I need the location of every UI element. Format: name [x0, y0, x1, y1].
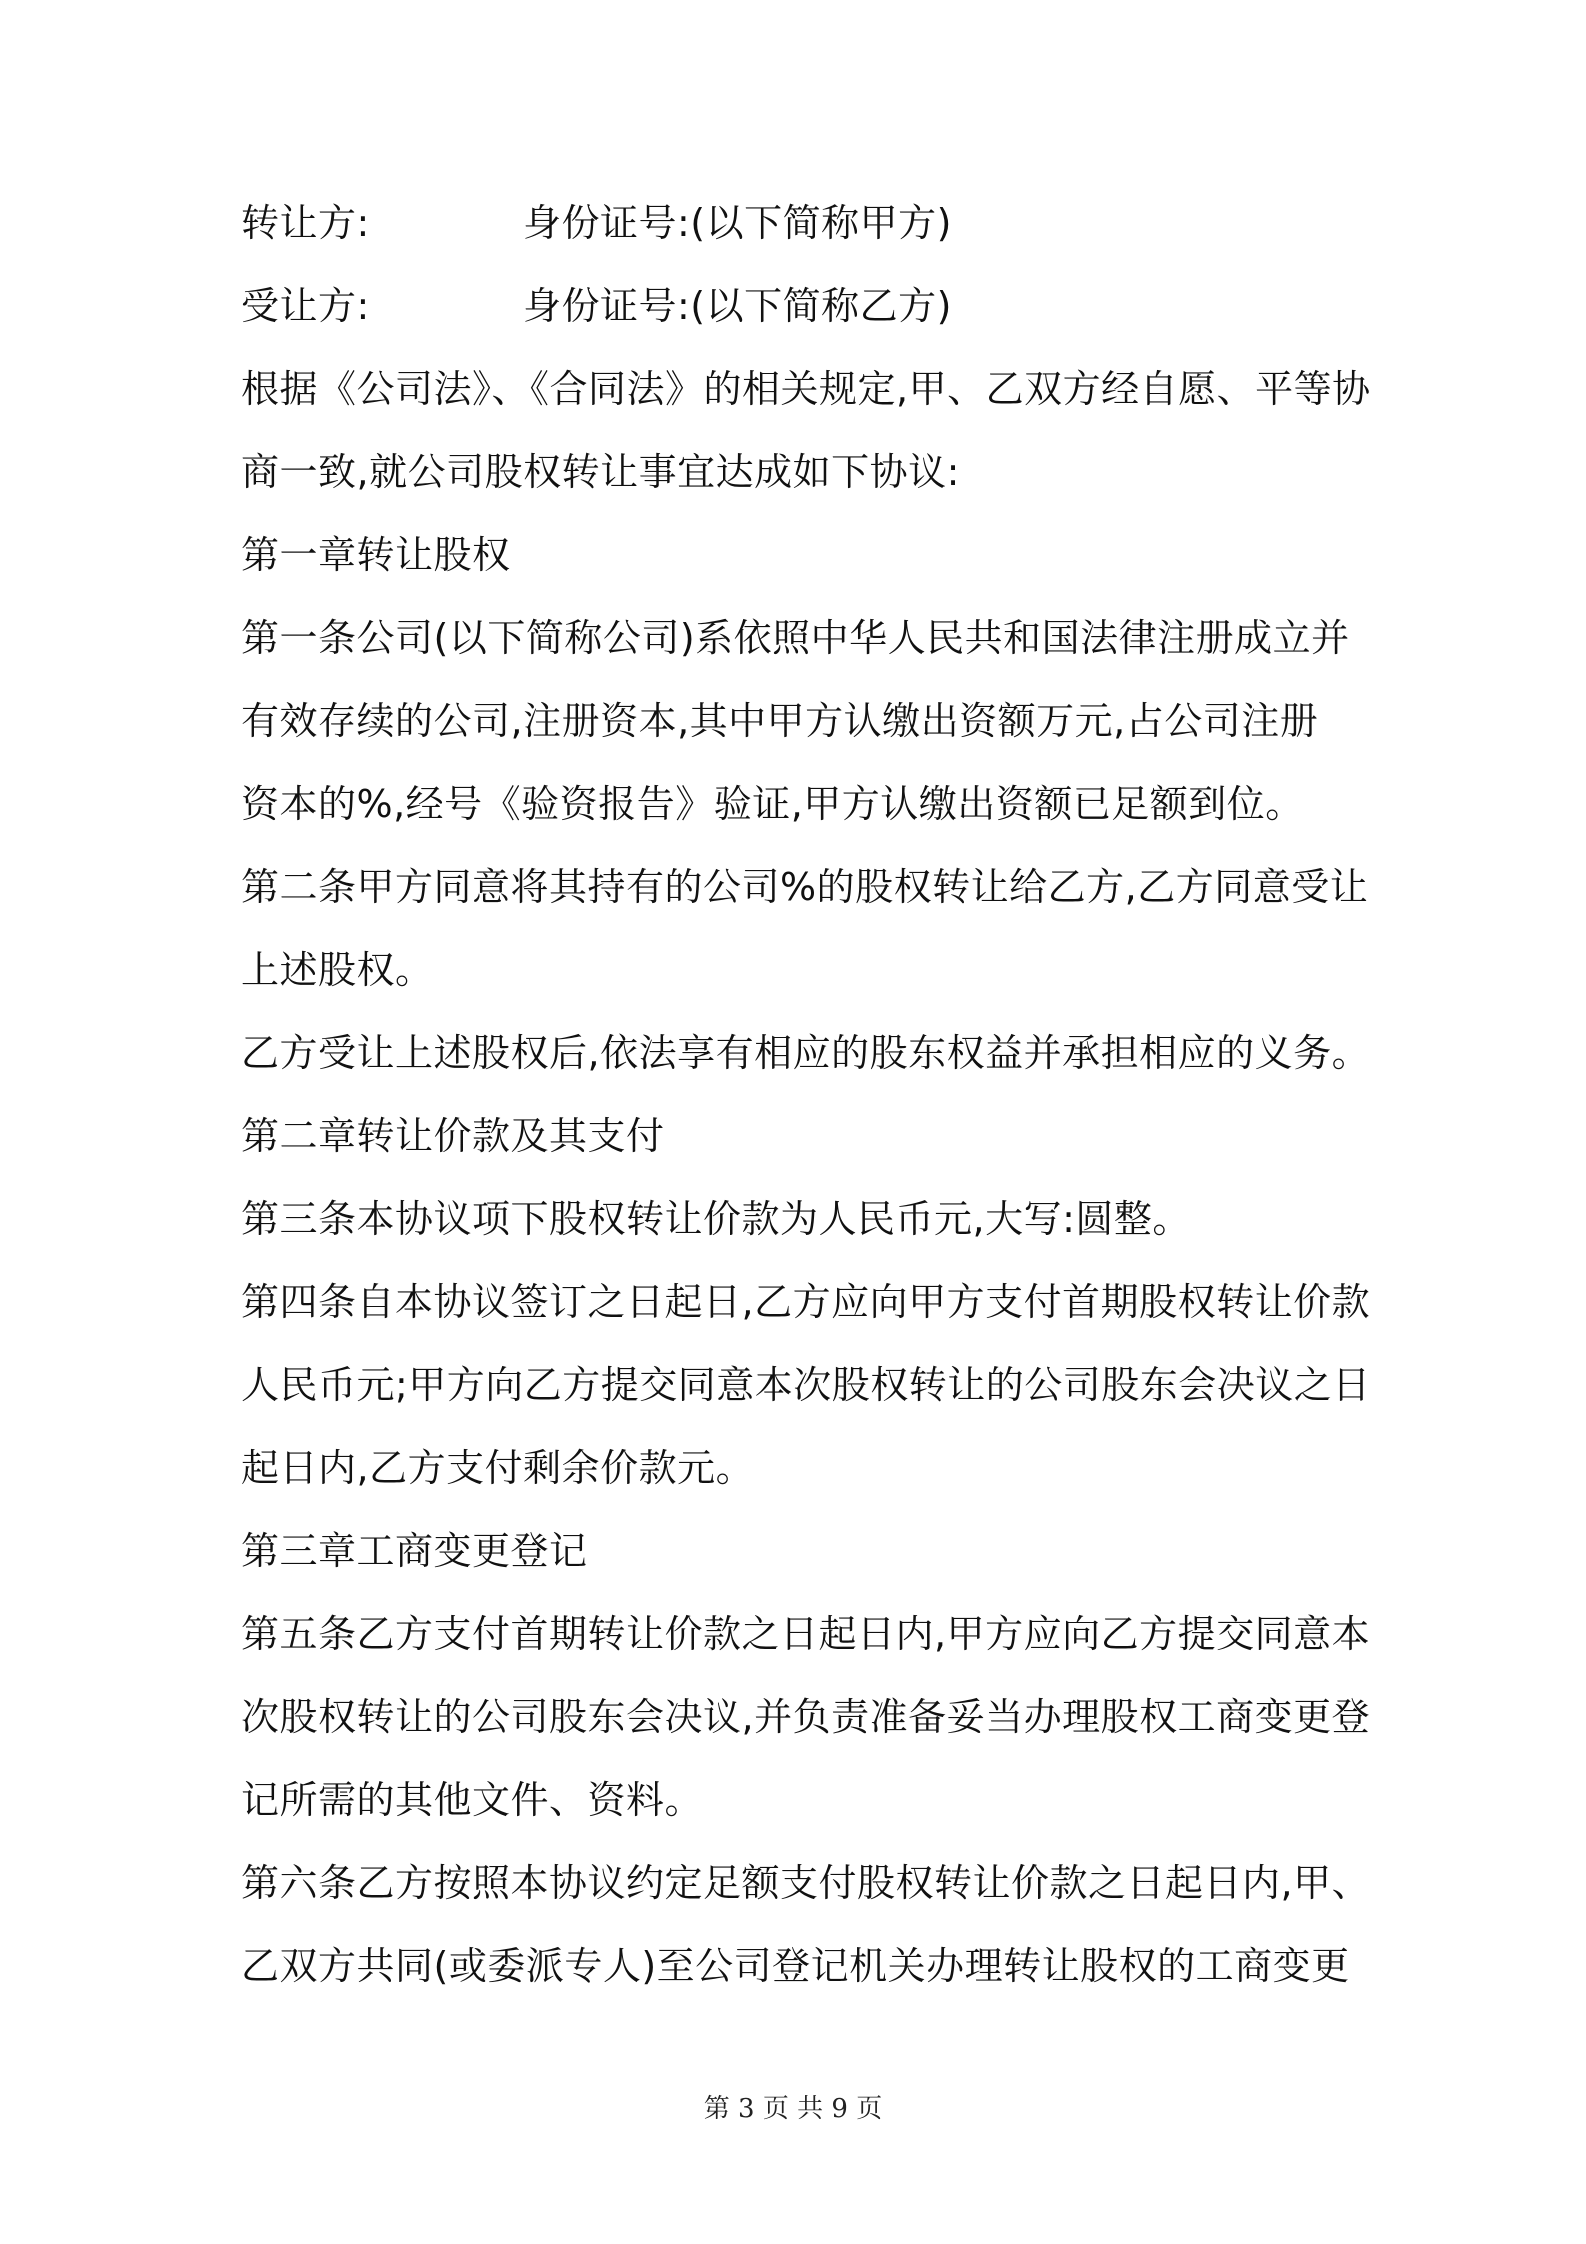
page-number-footer: 第 3 页 共 9 页	[703, 2094, 883, 2124]
paragraph-line: 商一致,就公司股权转让事宜达成如下协议:	[241, 450, 960, 494]
paragraph-line: 上述股权。	[241, 948, 434, 992]
paragraph-line: 起日内,乙方支付剩余价款元。	[241, 1446, 755, 1490]
transferor-label: 转让方:	[241, 201, 370, 245]
paragraph-line: 第五条乙方支付首期转让价款之日起日内,甲方应向乙方提交同意本	[241, 1612, 1371, 1656]
chapter-heading: 第一章转让股权	[241, 533, 511, 577]
paragraph-line: 次股权转让的公司股东会决议,并负责准备妥当办理股权工商变更登	[241, 1695, 1371, 1739]
paragraph-line: 乙方受让上述股权后,依法享有相应的股东权益并承担相应的义务。	[241, 1031, 1371, 1075]
transferor-id: 身份证号:(以下简称甲方)	[523, 201, 952, 245]
paragraph-line: 第二条甲方同意将其持有的公司%的股权转让给乙方,乙方同意受让	[241, 865, 1369, 909]
transferor-line	[241, 198, 952, 248]
transferee-id: 身份证号:(以下简称乙方)	[523, 284, 952, 328]
paragraph-line: 记所需的其他文件、资料。	[241, 1778, 704, 1822]
transferee-line	[241, 281, 952, 331]
transferee-label: 受让方:	[241, 284, 370, 328]
paragraph-line: 第四条自本协议签订之日起日,乙方应向甲方支付首期股权转让价款	[241, 1280, 1371, 1324]
paragraph-line: 根据《公司法》、《合同法》的相关规定,甲、乙双方经自愿、平等协	[241, 367, 1371, 411]
chapter-heading: 第二章转让价款及其支付	[241, 1114, 665, 1158]
paragraph-line: 人民币元;甲方向乙方提交同意本次股权转让的公司股东会决议之日	[241, 1363, 1371, 1407]
paragraph-line: 第六条乙方按照本协议约定足额支付股权转让价款之日起日内,甲、	[241, 1861, 1371, 1905]
paragraph-line: 乙双方共同(或委派专人)至公司登记机关办理转让股权的工商变更	[241, 1944, 1350, 1988]
chapter-heading: 第三章工商变更登记	[241, 1529, 588, 1573]
paragraph-line: 第一条公司(以下简称公司)系依照中华人民共和国法律注册成立并	[241, 616, 1350, 660]
paragraph-line: 第三条本协议项下股权转让价款为人民币元,大写:圆整。	[241, 1197, 1191, 1241]
paragraph-line: 资本的%,经号《验资报告》验证,甲方认缴出资额已足额到位。	[241, 782, 1304, 826]
paragraph-line: 有效存续的公司,注册资本,其中甲方认缴出资额万元,占公司注册	[241, 699, 1319, 743]
